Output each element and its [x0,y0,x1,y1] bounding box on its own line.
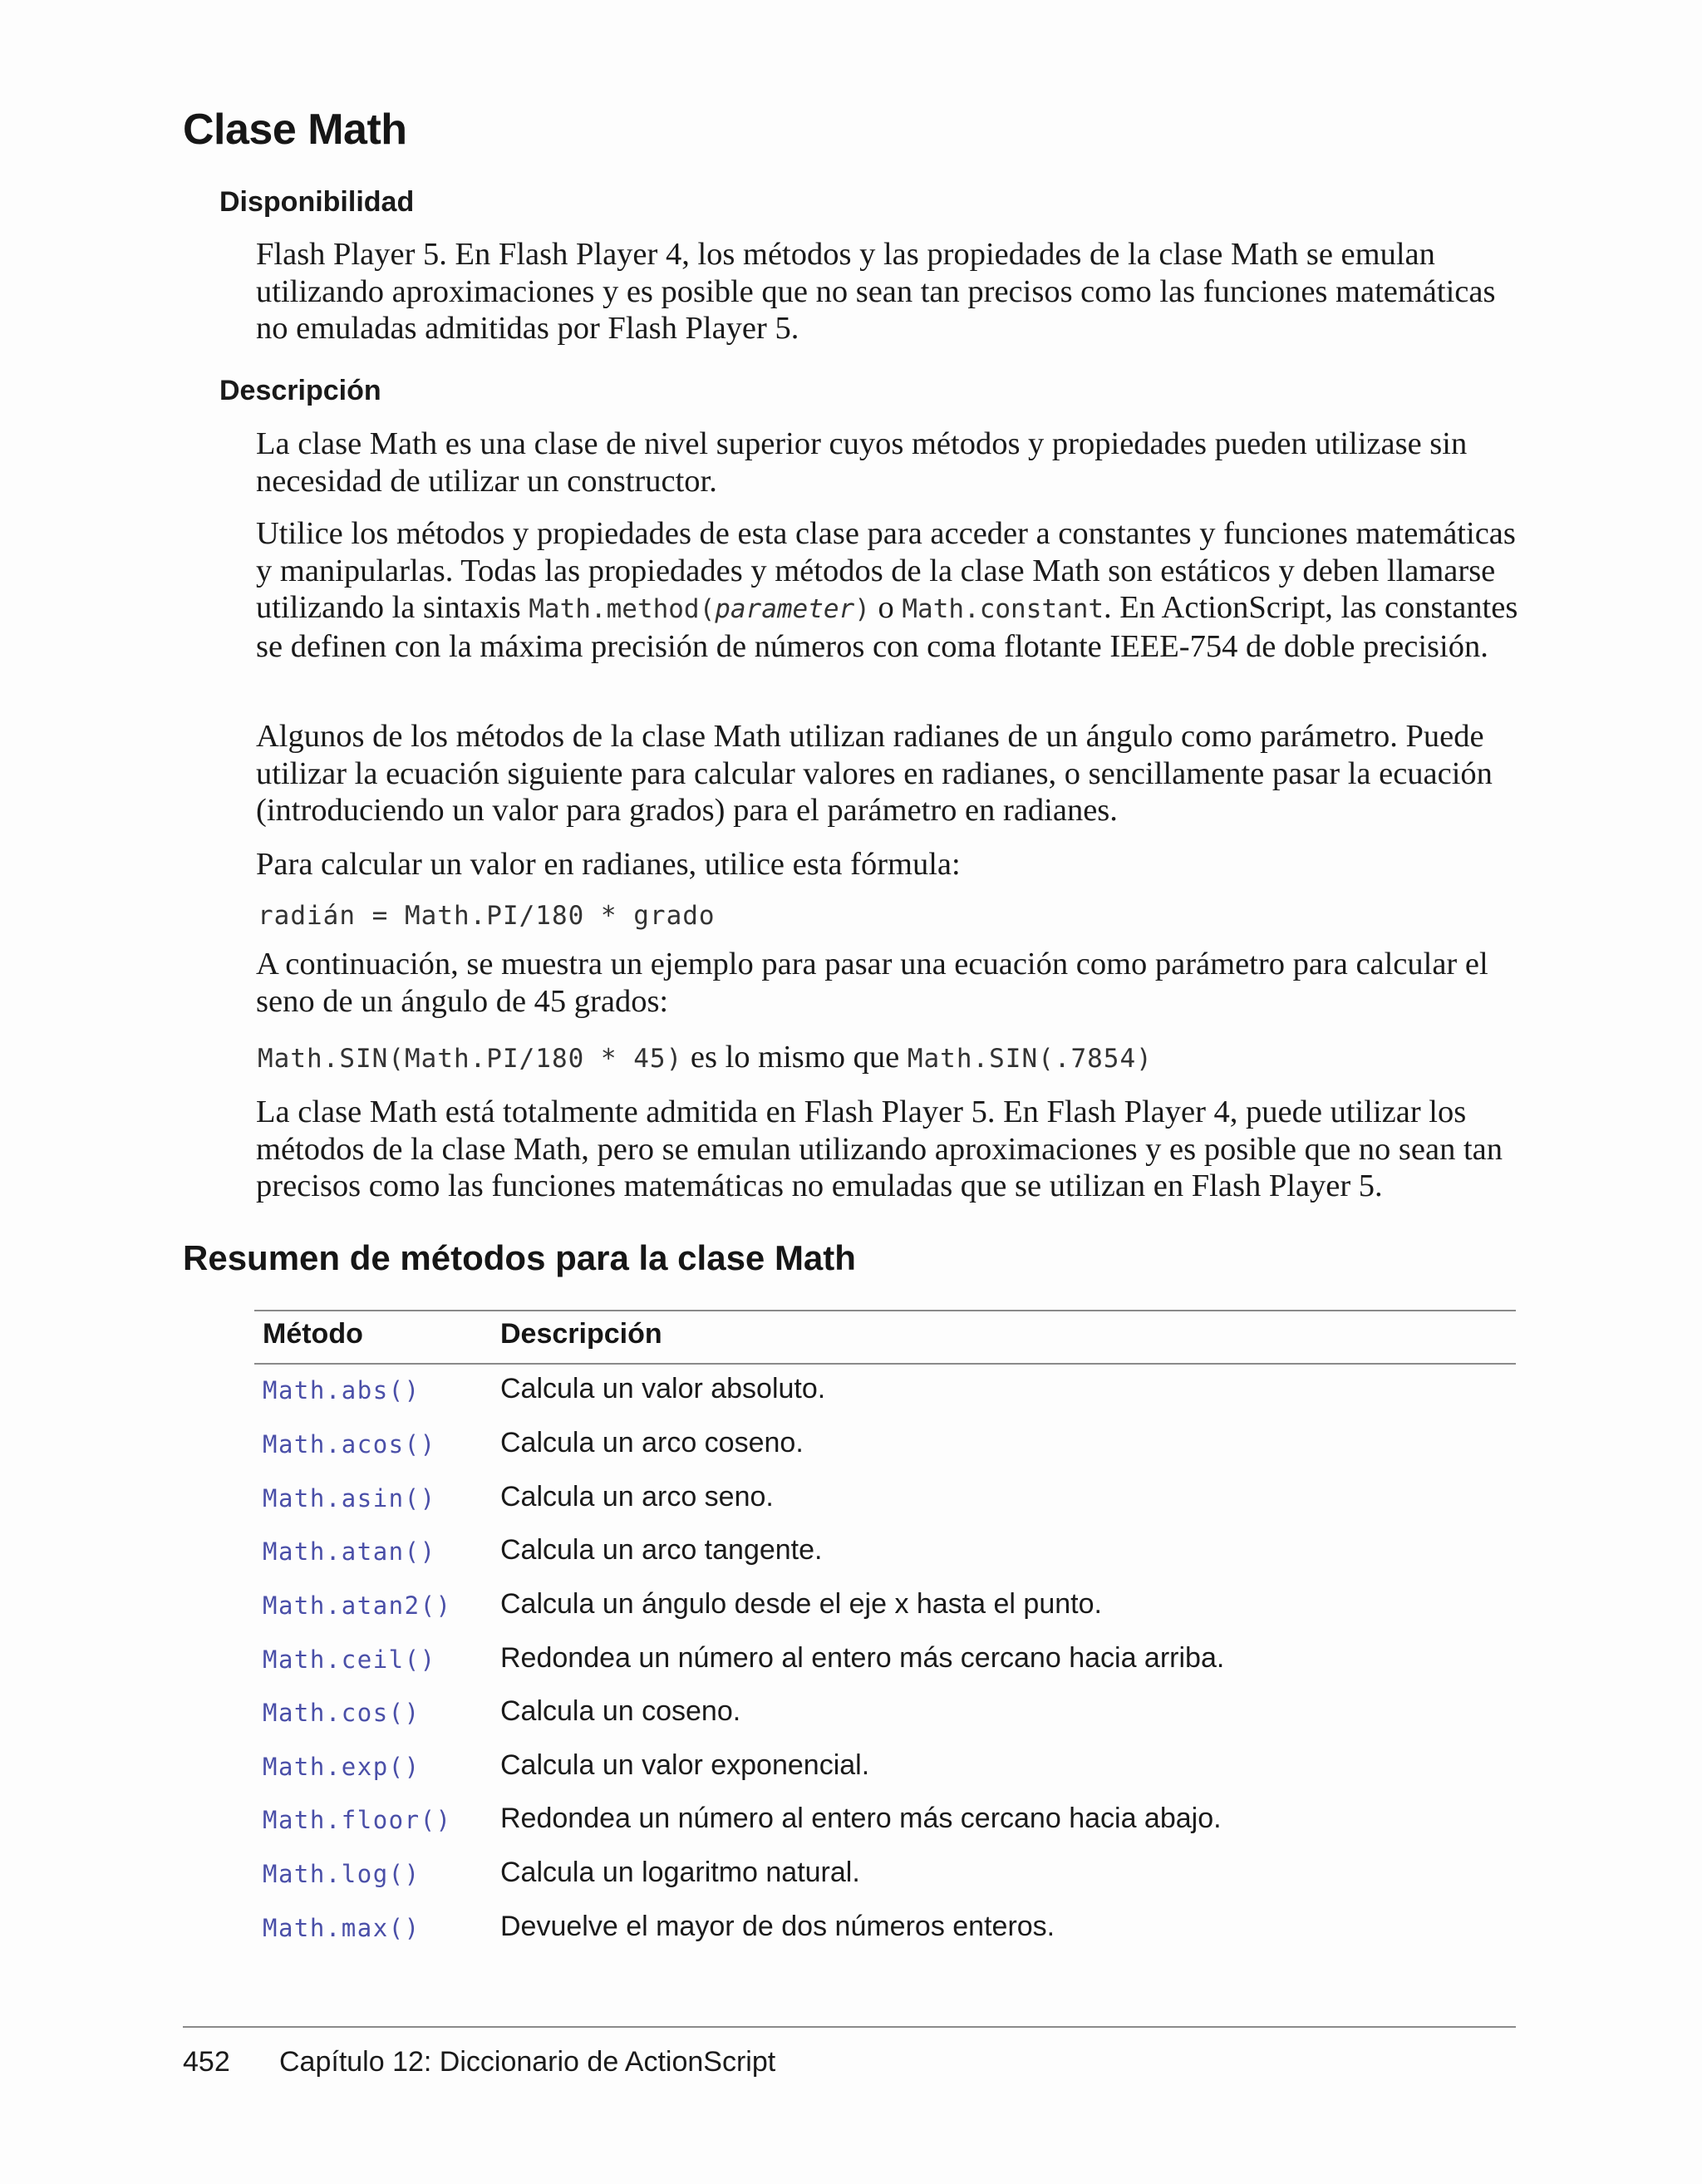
table-row [254,1534,1516,1591]
availability-paragraph: Flash Player 5. En Flash Player 4, los métodos y las propiedades de la clase Math se emulan utilizando aproximaciones y es posible que no sean tan precisos como las funciones matemáticas no emuladas admitidas por Flash Player 5. [256,237,1496,346]
page-number: 452 [183,2046,230,2078]
table-row [254,1588,1516,1645]
column-header-method: Método [263,1318,363,1350]
method-description: Calcula un arco seno. [500,1481,774,1513]
method-description: Calcula un coseno. [500,1695,741,1727]
method-description: Calcula un logaritmo natural. [500,1857,860,1888]
method-description: Calcula un ángulo desde el eje x hasta el punto. [500,1588,1102,1620]
table-row [254,1427,1516,1483]
method-name[interactable]: Math.acos() [263,1430,436,1458]
method-description: Redondea un número al entero más cercano hacia arriba. [500,1642,1225,1674]
method-name[interactable]: Math.atan2() [263,1591,452,1620]
table-row [254,1373,1516,1429]
description-paragraph-3: Algunos de los métodos de la clase Math utilizan radianes de un ángulo como parámetro. Puede utilizar la ecuación siguiente para calcular valores en radianes, o sencillamente pasar la ecuación (introduciendo un valor para grados) para el parámetro en radianes. [256,719,1493,828]
method-name[interactable]: Math.ceil() [263,1645,436,1674]
example-code-1: Math.SIN(Math.PI/180 * 45) [258,1044,683,1074]
method-description: Devuelve el mayor de dos números enteros. [500,1911,1055,1942]
method-description: Calcula un arco coseno. [500,1427,804,1458]
footer-rule [183,2026,1516,2028]
radian-formula: radián = Math.PI/180 * grado [258,901,716,931]
chapter-title: Capítulo 12: Diccionario de ActionScript [279,2046,776,2078]
description-paragraph-5: A continuación, se muestra un ejemplo para pasar una ecuación como parámetro para calcular el seno de un ángulo de 45 grados: [256,947,1488,1019]
method-name[interactable]: Math.exp() [263,1753,421,1781]
code-math-constant: Math.constant [902,594,1104,624]
table-row [254,1857,1516,1913]
method-name[interactable]: Math.atan() [263,1537,436,1566]
method-description: Calcula un valor absoluto. [500,1373,826,1404]
summary-heading: Resumen de métodos para la clase Math [183,1238,856,1277]
table-row [254,1911,1516,1967]
code-math-method: Math.method(parameter) [529,594,870,624]
example-code-2: Math.SIN(.7854) [907,1044,1153,1074]
column-header-description: Descripción [500,1318,662,1350]
description-paragraph-4: Para calcular un valor en radianes, utilice esta fórmula: [256,847,961,882]
table-row [254,1481,1516,1537]
paragraph-2-text-a: Utilice los métodos y propiedades de esta clase para acceder a constantes y funciones matemáticas y manipularlas. Todas las propiedades y métodos de la clase Math son estáticos y deben llamarse utilizando la sintaxis [256,516,1516,625]
table-row [254,1749,1516,1806]
table-row [254,1803,1516,1859]
description-paragraph-6: La clase Math está totalmente admitida en Flash Player 5. En Flash Player 4, puede utilizar los métodos de la clase Math, pero se emulan utilizando aproximaciones y es posible que no sean tan precisos como las funciones matemáticas no emuladas que se utilizan en Flash Player 5. [256,1094,1503,1203]
method-name[interactable]: Math.log() [263,1860,421,1888]
table-header-rule [254,1363,1516,1365]
table-row [254,1642,1516,1699]
paragraph-2-text-c: . En ActionScript, las constantes se definen con la máxima precisión de números con coma flotante IEEE-754 de doble precisión. [256,590,1518,664]
method-name[interactable]: Math.floor() [263,1806,452,1834]
table-top-rule [254,1310,1516,1311]
availability-heading: Disponibilidad [219,186,415,218]
description-paragraph-2 [256,515,1519,665]
example-line [258,1039,1153,1075]
method-description: Calcula un valor exponencial. [500,1749,870,1781]
method-description: Calcula un arco tangente. [500,1534,823,1566]
method-description: Redondea un número al entero más cercano hacia abajo. [500,1803,1222,1834]
method-name[interactable]: Math.asin() [263,1484,436,1513]
description-heading: Descripción [219,375,381,406]
method-name[interactable]: Math.cos() [263,1699,421,1727]
paragraph-2-text-b: o [869,590,903,625]
example-text: es lo mismo que [682,1040,908,1075]
page-title: Clase Math [183,106,407,154]
description-paragraph-1: La clase Math es una clase de nivel superior cuyos métodos y propiedades pueden utilizase sin necesidad de utilizar un constructor. [256,426,1468,499]
method-name[interactable]: Math.abs() [263,1376,421,1404]
method-name[interactable]: Math.max() [263,1914,421,1942]
table-row [254,1695,1516,1752]
